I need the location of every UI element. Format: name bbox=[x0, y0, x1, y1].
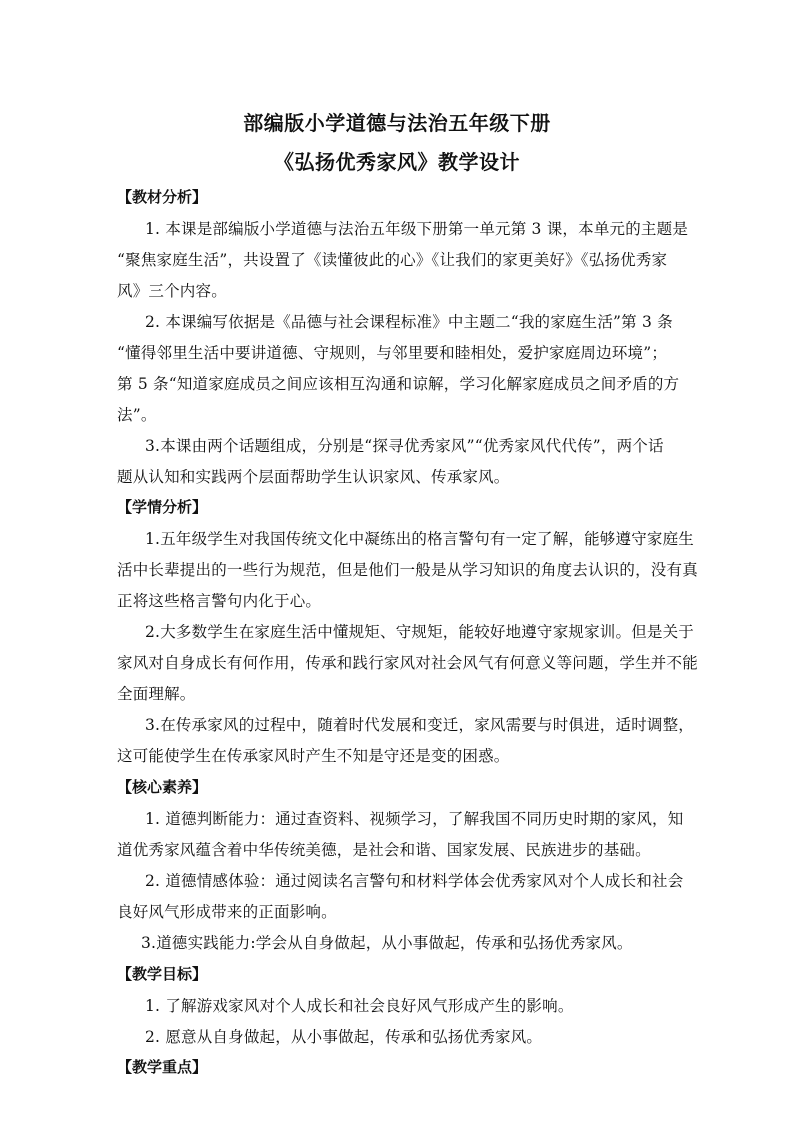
paragraph-line: 题从认知和实践两个层面帮助学生认识家风、传承家风。 bbox=[117, 468, 510, 486]
paragraph-line: 1. 本课是部编版小学道德与法治五年级下册第一单元第 3 课，本单元的主题是 bbox=[145, 220, 689, 238]
paragraph-line: 第 5 条“知道家庭成员之间应该相互沟通和谅解，学习化解家庭成员之间矛盾的方 bbox=[117, 375, 680, 393]
section-heading-teaching-objectives: 【教学目标】 bbox=[117, 965, 208, 983]
paragraph-line: “聚焦家庭生活”，共设置了《读懂彼此的心》《让我们的家更美好》《弘扬优秀家 bbox=[117, 251, 668, 269]
paragraph-line: 2. 本课编写依据是《品德与社会课程标准》中主题二“我的家庭生活”第 3 条 bbox=[145, 313, 673, 331]
paragraph-line: 正将这些格言警句内化于心。 bbox=[117, 592, 322, 610]
paragraph-line: 这可能使学生在传承家风时产生不知是守还是变的困惑。 bbox=[117, 747, 510, 765]
section-heading-core-literacy: 【核心素养】 bbox=[117, 778, 208, 796]
paragraph-line: 道优秀家风蕴含着中华传统美德，是社会和谐、国家发展、民族进步的基础。 bbox=[117, 841, 651, 859]
paragraph-line: 家风对自身成长有何作用，传承和践行家风对社会风气有何意义等问题，学生并不能 bbox=[117, 654, 698, 672]
section-heading-textbook-analysis: 【教材分析】 bbox=[117, 188, 208, 206]
paragraph-line: 2. 道德情感体验：通过阅读名言警句和材料学体会优秀家风对个人成长和社会 bbox=[145, 872, 684, 890]
section-heading-teaching-focus: 【教学重点】 bbox=[117, 1058, 208, 1076]
paragraph-line: 3.在传承家风的过程中，随着时代发展和变迁，家风需要与时俱进，适时调整， bbox=[145, 716, 694, 734]
paragraph-line: 3.道德实践能力:学会从自身做起，从小事做起，传承和弘扬优秀家风。 bbox=[141, 934, 633, 952]
paragraph-line: “懂得邻里生活中要讲道德、守规则，与邻里要和睦相处，爱护家庭周边环境”； bbox=[117, 344, 668, 362]
paragraph-line: 2.大多数学生在家庭生活中懂规矩、守规矩，能较好地遵守家规家训。但是关于 bbox=[145, 623, 694, 641]
paragraph-line: 1. 道德判断能力：通过查资料、视频学习，了解我国不同历史时期的家风，知 bbox=[145, 810, 684, 828]
paragraph-line: 活中长辈提出的一些行为规范，但是他们一般是从学习知识的角度去认识的，没有真 bbox=[117, 561, 698, 579]
section-heading-student-analysis: 【学情分析】 bbox=[117, 498, 208, 516]
paragraph-line: 全面理解。 bbox=[117, 685, 196, 703]
paragraph-line: 良好风气形成带来的正面影响。 bbox=[117, 903, 337, 921]
paragraph-line: 法”。 bbox=[117, 406, 157, 424]
document-subtitle: 《弘扬优秀家风》教学设计 bbox=[274, 150, 520, 174]
paragraph-line: 3.本课由两个话题组成，分别是“探寻优秀家风”“优秀家风代代传”，两个话 bbox=[145, 437, 664, 455]
paragraph-line: 2. 愿意从自身做起，从小事做起，传承和弘扬优秀家风。 bbox=[145, 1028, 543, 1046]
paragraph-line: 1. 了解游戏家风对个人成长和社会良好风气形成产生的影响。 bbox=[145, 997, 574, 1015]
paragraph-line: 1.五年级学生对我国传统文化中凝练出的格言警句有一定了解，能够遵守家庭生 bbox=[145, 530, 694, 548]
document-title: 部编版小学道德与法治五年级下册 bbox=[243, 111, 551, 135]
paragraph-line: 风》三个内容。 bbox=[117, 282, 227, 300]
